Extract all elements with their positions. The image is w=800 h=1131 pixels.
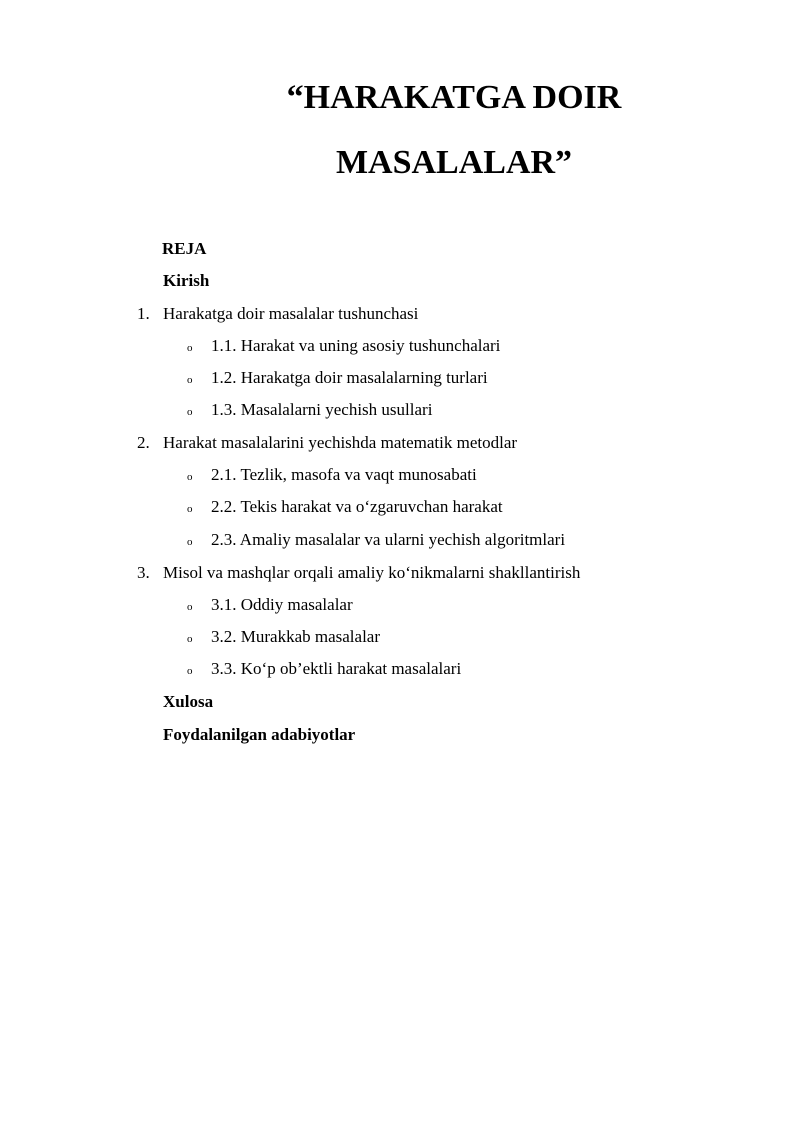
document-title-line-2: MASALALAR”	[335, 144, 573, 181]
section-3-number: 3.	[137, 563, 150, 582]
subsection-1-1: 1.1. Harakat va uning asosiy tushunchalari	[211, 336, 501, 355]
section-1-number: 1.	[137, 304, 150, 323]
bullet-icon: o	[187, 342, 193, 354]
bullet-icon: o	[187, 665, 193, 677]
plan-heading: REJA	[162, 239, 207, 258]
section-2-title: Harakat masalalarini yechishda matematik metodlar	[163, 433, 518, 452]
subsection-2-1: 2.1. Tezlik, masofa va vaqt munosabati	[211, 465, 477, 484]
plan-conclusion: Xulosa	[163, 692, 214, 711]
bullet-icon: o	[187, 471, 193, 483]
subsection-1-2: 1.2. Harakatga doir masalalarning turlari	[211, 368, 488, 387]
document-title-line-1: “HARAKATGA DOIR	[286, 79, 622, 116]
subsection-3-2: 3.2. Murakkab masalalar	[211, 627, 380, 646]
section-3-title: Misol va mashqlar orqali amaliy ko‘nikmalarni shakllantirish	[163, 563, 581, 582]
subsection-2-3: 2.3. Amaliy masalalar va ularni yechish algoritmlari	[211, 530, 566, 549]
bullet-icon: o	[187, 503, 193, 515]
bullet-icon: o	[187, 374, 193, 386]
section-1-title: Harakatga doir masalalar tushunchasi	[163, 304, 419, 323]
plan-intro: Kirish	[163, 271, 210, 290]
bullet-icon: o	[187, 536, 193, 548]
bullet-icon: o	[187, 406, 193, 418]
bullet-icon: o	[187, 633, 193, 645]
subsection-2-2: 2.2. Tekis harakat va o‘zgaruvchan harakat	[211, 497, 503, 516]
subsection-1-3: 1.3. Masalalarni yechish usullari	[211, 400, 433, 419]
bullet-icon: o	[187, 601, 193, 613]
section-2-number: 2.	[137, 433, 150, 452]
subsection-3-3: 3.3. Ko‘p ob’ektli harakat masalalari	[211, 659, 462, 678]
plan-references: Foydalanilgan adabiyotlar	[163, 725, 356, 744]
subsection-3-1: 3.1. Oddiy masalalar	[211, 595, 353, 614]
